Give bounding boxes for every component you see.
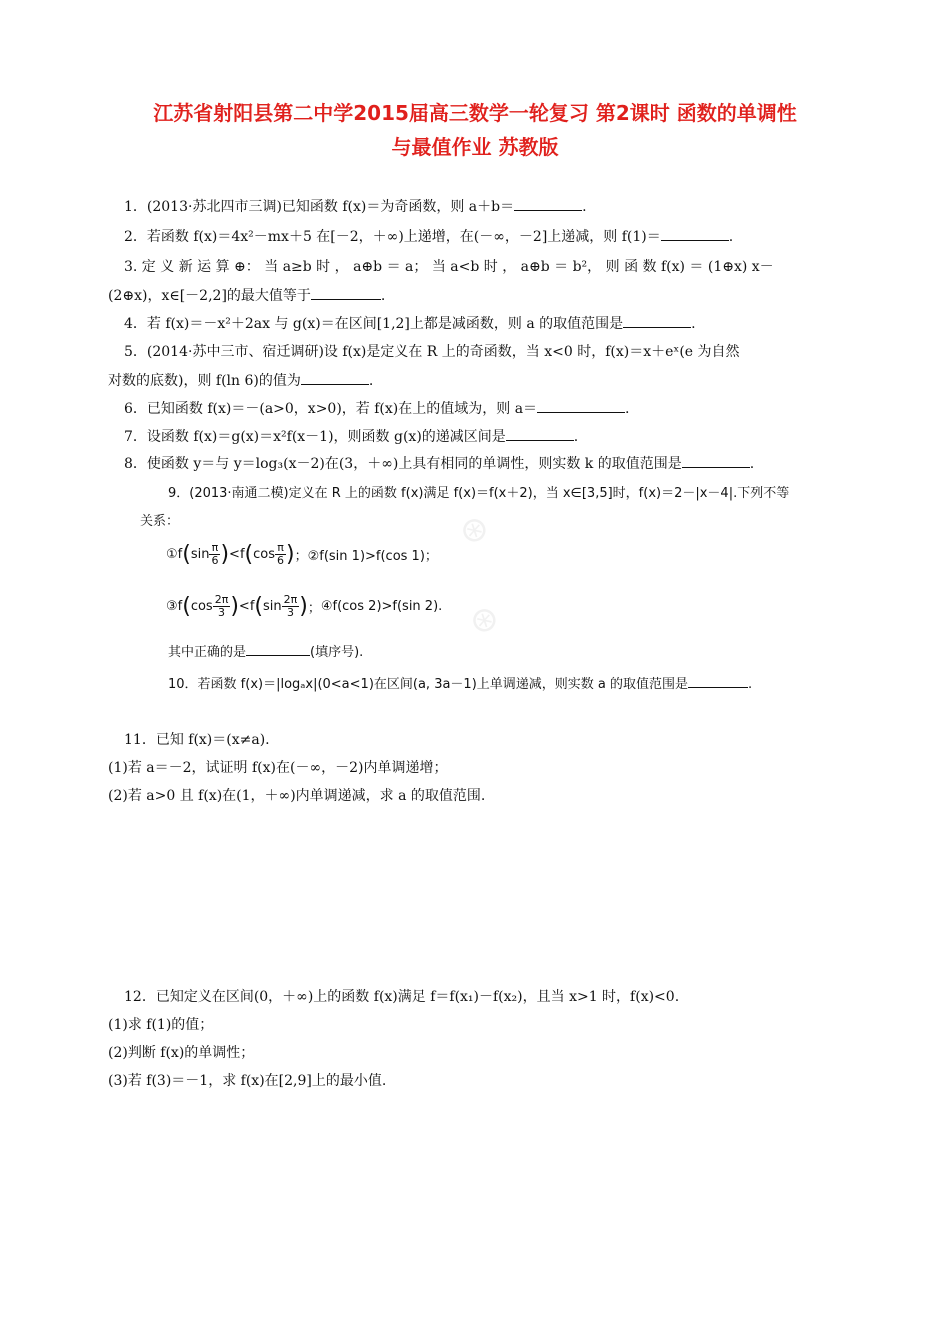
question-11-part2: (2)若 a>0 且 f(x)在(1，＋∞)内单调递减，求 a 的取值范围.: [108, 788, 486, 804]
separator: ；: [294, 549, 308, 564]
question-3-line1: 3. 定 义 新 运 算 ⊕： 当 a≥b 时 ， a⊕b ＝ a； 当 a<b 时 ， a⊕b ＝ b²， 则 函 数 f(x) ＝ (1⊕x) x－: [124, 259, 774, 275]
fraction-numerator: 2π: [283, 593, 298, 606]
fraction-denominator: 6: [211, 554, 219, 567]
question-6-text: 6．已知函数 f(x)＝－(a>0，x>0)，若 f(x)在上的值域为，则 a＝: [124, 401, 538, 417]
right-paren: ): [299, 594, 308, 619]
answer-blank: [514, 198, 582, 211]
question-6-end: .: [625, 401, 630, 417]
answer-blank: [537, 400, 625, 413]
question-4-text: 4．若 f(x)＝－x²＋2ax 与 g(x)＝在区间[1,2]上都是减函数，则 a 的取值范围是: [124, 316, 624, 332]
function-f: f: [239, 547, 245, 562]
fraction-2pi-3: [282, 594, 300, 619]
cos-label: cos: [253, 547, 275, 562]
question-12-part1: (1)求 f(1)的值；: [108, 1017, 214, 1033]
fraction-denominator: 3: [286, 606, 294, 619]
question-9-end: (填序号).: [310, 645, 364, 660]
question-7: [124, 428, 578, 446]
question-5-line1: 5．(2014·苏中三市、宿迁调研)设 f(x)是定义在 R 上的奇函数，当 x<0 时，f(x)＝x＋eˣ(e 为自然: [124, 344, 740, 360]
answer-blank: [661, 228, 729, 241]
right-paren: ): [286, 542, 295, 567]
question-10: [168, 675, 752, 694]
question-5-text: 对数的底数)，则 f(ln 6)的值为: [108, 373, 301, 389]
answer-blank: [682, 455, 750, 468]
cos-label: cos: [190, 599, 213, 614]
circle-number-1: ①: [166, 547, 178, 562]
question-9-answer-line: [168, 643, 363, 662]
question-1-end: .: [582, 199, 587, 215]
function-f: f: [249, 599, 255, 614]
question-9-line1: 9．(2013·南通二模)定义在 R 上的函数 f(x)满足 f(x)＝f(x＋2)，当 x∈[3,5]时，f(x)＝2－|x－4|.下列不等: [168, 486, 790, 501]
fraction-denominator: 3: [218, 606, 226, 619]
question-2-text: 2．若函数 f(x)＝4x²－mx＋5 在[－2，＋∞)上递增，在(－∞，－2]上递减，则 f(1)＝: [124, 229, 661, 245]
sin-label: sin: [190, 547, 210, 562]
question-9-text: 其中正确的是: [168, 645, 247, 660]
fraction-numerator: π: [275, 542, 286, 555]
function-f: f: [177, 599, 183, 614]
question-11-part1: (1)若 a＝－2，试证明 f(x)在(－∞，－2)内单调递增；: [108, 760, 448, 776]
question-4-end: .: [691, 316, 696, 332]
question-10-text: 10．若函数 f(x)＝|logₐx|(0<a<1)在区间(a, 3a－1)上单调递减，则实数 a 的取值范围是: [168, 677, 689, 692]
left-paren: (: [182, 542, 191, 567]
left-paren: (: [254, 594, 263, 619]
question-5-end: .: [368, 373, 374, 389]
less-than: <: [229, 547, 240, 562]
answer-blank: [311, 287, 381, 300]
relation-2: ②f(sin 1)>f(cos 1)；: [307, 549, 438, 564]
less-than: <: [238, 599, 250, 614]
question-2: [124, 228, 733, 246]
fraction-2pi-3: [213, 594, 231, 619]
question-11: 11．已知 f(x)＝(x≠a).: [124, 732, 270, 748]
function-f: f: [177, 547, 183, 562]
answer-blank: [688, 675, 748, 688]
question-4: [124, 315, 696, 333]
relation-4: ④f(cos 2)>f(sin 2).: [320, 599, 443, 614]
document-title-line1: 江苏省射阳县第二中学2015届高三数学一轮复习 第2课时 函数的单调性: [153, 101, 797, 125]
left-paren: (: [182, 594, 191, 619]
question-9-line2: 关系：: [140, 514, 180, 529]
question-10-end: .: [748, 677, 753, 692]
question-12-part3: (3)若 f(3)＝－1，求 f(x)在[2,9]上的最小值.: [108, 1073, 387, 1089]
question-6: [124, 400, 630, 418]
answer-blank: [301, 372, 369, 385]
fraction-numerator: 2π: [214, 593, 229, 606]
answer-blank: [246, 643, 310, 656]
left-paren: (: [244, 542, 254, 567]
fraction-pi-6: [275, 542, 286, 567]
watermark: ⊛: [454, 506, 494, 554]
right-paren: ): [230, 594, 239, 619]
document-title-line2: 与最值作业 苏教版: [391, 135, 559, 159]
fraction-numerator: π: [209, 542, 220, 555]
separator: ；: [307, 601, 321, 616]
question-1: [124, 198, 587, 216]
question-3-text: (2⊕x)，x∈[－2,2]的最大值等于: [108, 288, 311, 304]
watermark: ⊛: [464, 596, 504, 644]
question-2-end: .: [728, 229, 734, 245]
question-9-relation-row1: [166, 542, 438, 567]
answer-blank: [506, 428, 574, 441]
fraction-pi-6: [209, 542, 220, 567]
question-3-end: .: [380, 288, 386, 304]
question-12-part2: (2)判断 f(x)的单调性；: [108, 1045, 255, 1061]
question-3-line2: [108, 287, 385, 305]
question-8-end: .: [749, 456, 755, 472]
question-8-text: 8．使函数 y＝与 y＝log₃(x－2)在(3，＋∞)上具有相同的单调性，则实数 k 的取值范围是: [124, 456, 682, 472]
question-1-text: 1．(2013·苏北四市三调)已知函数 f(x)＝为奇函数，则 a＋b＝: [124, 199, 515, 215]
question-7-text: 7．设函数 f(x)＝g(x)＝x²f(x－1)，则函数 g(x)的递减区间是: [124, 429, 506, 445]
circle-number-3: ③: [166, 599, 178, 614]
answer-blank: [623, 315, 691, 328]
question-7-end: .: [573, 429, 579, 445]
right-paren: ): [220, 542, 230, 567]
question-9-relation-row2: [166, 594, 442, 619]
sin-label: sin: [263, 599, 282, 614]
question-8: [124, 455, 754, 473]
question-5-line2: [108, 372, 373, 390]
question-12: 12．已知定义在区间(0，＋∞)上的函数 f(x)满足 f＝f(x₁)－f(x₂)，且当 x>1 时，f(x)<0.: [124, 989, 680, 1005]
fraction-denominator: 6: [277, 554, 284, 567]
